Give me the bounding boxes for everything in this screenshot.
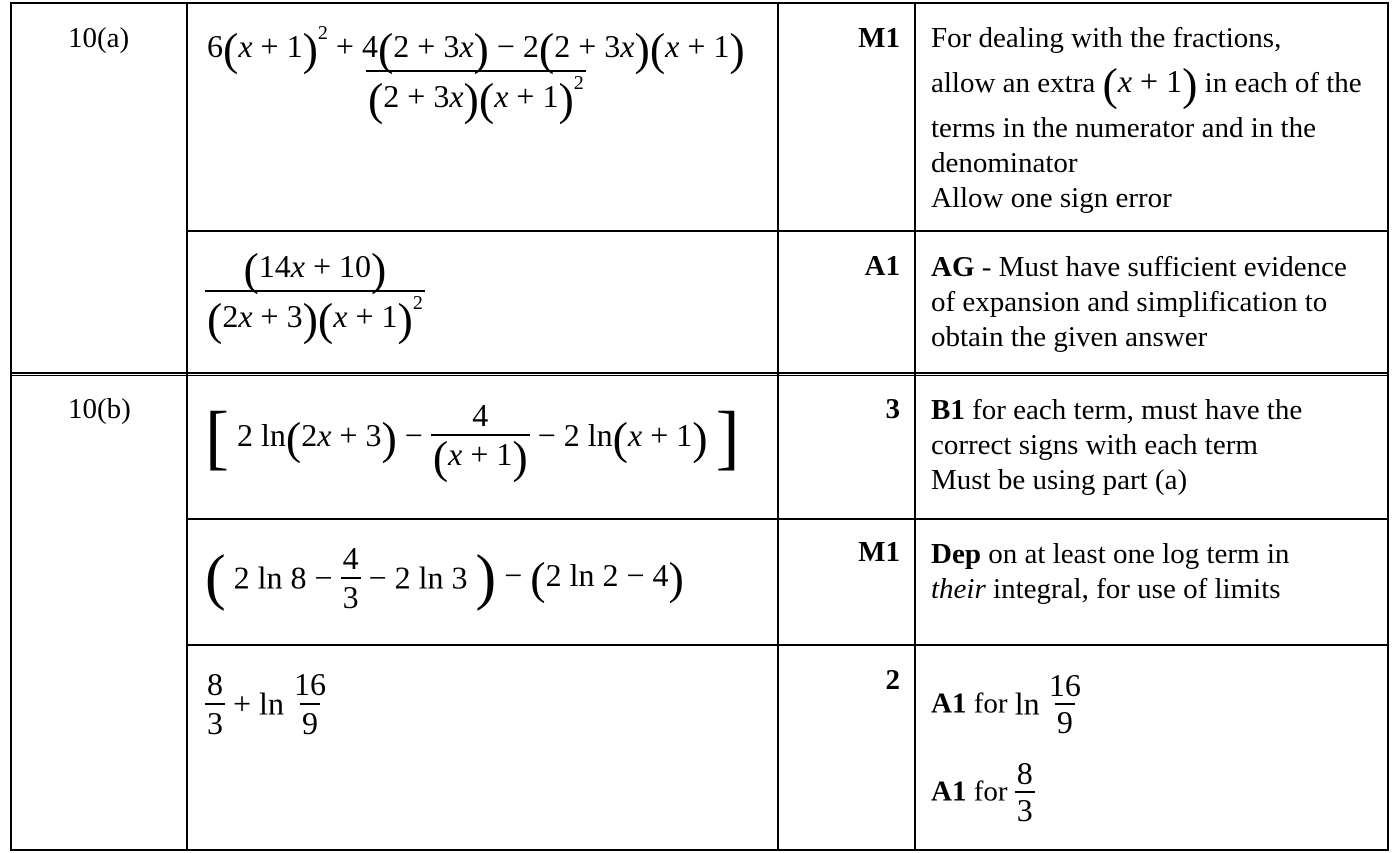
row-divider-b2 — [186, 644, 1389, 646]
mark-10a-1: M1 — [858, 22, 900, 54]
comment-10b-1-line3: Must be using part (a) — [931, 464, 1188, 496]
math-10b-integral: [ 2 ln(2x + 3) − $\frac{4}{(x + 1)}$ − 2 ln(x + 1) ] — [205, 397, 740, 483]
comment-10a-2-line1: AG - Must have sufficient evidence — [931, 251, 1347, 283]
question-label-10b: 10(b) — [68, 393, 131, 425]
question-label-10a: 10(a) — [68, 22, 130, 54]
math-10b-answer: $\frac{8}{3}$ + ln $\frac{16}{9}$ — [207, 666, 326, 741]
mark-10b-3: 2 — [885, 664, 900, 696]
comment-10b-2-line2: their integral, for use of limits — [931, 573, 1281, 605]
col-divider-1 — [186, 2, 188, 851]
col-divider-2 — [777, 2, 779, 851]
table-border-bottom — [10, 849, 1389, 851]
comment-10b-1-line1: B1 for each term, must have the — [931, 394, 1303, 426]
row-divider-b1 — [186, 518, 1389, 520]
table-border-top — [10, 2, 1389, 4]
comment-10a-2-line2: of expansion and simplification to — [931, 286, 1328, 318]
comment-10a-1-line5: Allow one sign error — [931, 182, 1172, 214]
mark-10b-2: M1 — [858, 536, 900, 568]
comment-10a-1-line3: terms in the numerator and in the — [931, 112, 1316, 144]
comment-10b-3-line2: A1 for $\frac{8}{3}$ — [931, 755, 1033, 828]
col-divider-3 — [914, 2, 916, 851]
math-10a-fraction: $\frac{6(x + 1)^2 + 4(2 + 3x) - 2(2 + 3x)(x + 1)}{(2 + 3x)(x + 1)^2}$ — [207, 22, 745, 125]
math-10a-answer: $\frac{(14x + 10)}{(2x + 3)(x + 1)^2}$ — [207, 243, 423, 345]
comment-10b-2-line1: Dep on at least one log term in — [931, 538, 1290, 570]
table-border-right — [1387, 2, 1389, 851]
comment-10a-1-line1: For dealing with the fractions, — [931, 22, 1282, 54]
row-divider-ab2 — [10, 375, 1389, 376]
row-divider-a1 — [186, 230, 1389, 232]
comment-10a-2-line3: obtain the given answer — [931, 321, 1208, 353]
comment-10b-1-line2: correct signs with each term — [931, 429, 1258, 461]
math-10b-limits: ( 2 ln 8 − $\frac{4}{3}$ − 2 ln 3 ) − (2 ln 2 − 4) — [205, 540, 684, 615]
mark-10b-1: 3 — [885, 393, 900, 425]
comment-10a-1-line4: denominator — [931, 147, 1078, 179]
row-divider-ab — [10, 372, 1389, 374]
comment-10b-3-line1: A1 for ln $\frac{16}{9}$ — [931, 667, 1081, 740]
mark-10a-2: A1 — [864, 250, 900, 282]
table-border-left — [10, 2, 12, 851]
comment-10a-1-line2: allow an extra (x + 1) in each of the — [931, 58, 1362, 110]
